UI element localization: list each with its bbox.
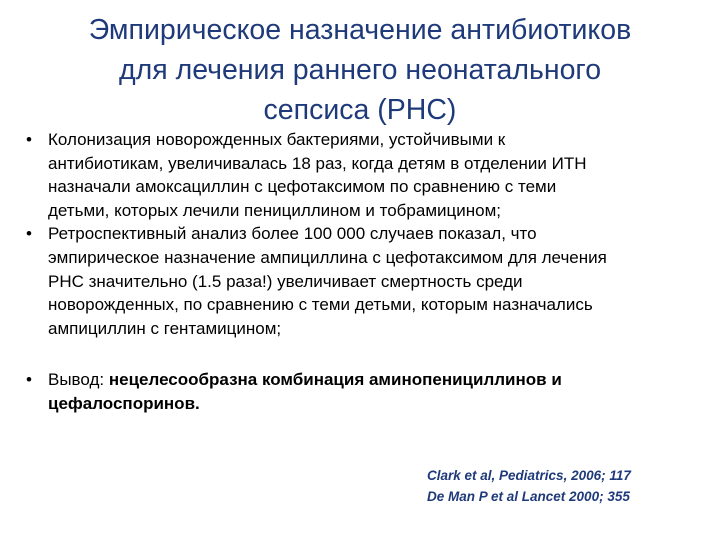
reference-citation: De Man P et al Lancet 2000; 355: [427, 489, 630, 504]
bullet-text-line: РНС значительно (1.5 раза!) увеличивает смертность среди: [48, 271, 523, 291]
bullet-marker: •: [26, 370, 32, 390]
bullet-text-line: Колонизация новорожденных бактериями, устойчивыми к: [48, 130, 506, 149]
conclusion-line: [48, 368, 706, 392]
title-line: для лечения раннего неонатального: [118, 54, 602, 86]
bullet-marker: •: [26, 130, 32, 149]
bullet-text-line: эмпирическое назначение ампициллина с цефотаксимом для лечения: [48, 247, 607, 267]
references: [427, 465, 631, 507]
reference-citation: Clark et al, Pediatrics, 2006; 117: [427, 468, 631, 483]
conclusion-bold-text: цефалоспоринов.: [48, 393, 200, 413]
bullet-item-conclusion: [26, 368, 706, 415]
slide-title: [40, 10, 680, 130]
title-line: сепсиса (РНС): [263, 94, 457, 126]
bullet-text-line: новорожденных, по сравнению с теми детьми, которым назначались: [48, 295, 593, 315]
bullet-text-line: детьми, которых лечили пенициллином и тобрамицином;: [48, 200, 501, 220]
bullet-list: [26, 128, 706, 416]
bullet-text-line: Ретроспективный анализ более 100 000 случаев показал, что: [48, 224, 537, 244]
bullet-marker: •: [26, 224, 32, 244]
bullet-item-colonization: [26, 128, 706, 222]
conclusion-bold-text: нецелесообразна комбинация аминопенициллинов и: [108, 370, 562, 390]
bullet-item-retrospective: [26, 222, 706, 340]
bullet-text-line: ампициллин с гентамицином;: [48, 318, 282, 338]
title-line: Эмпирическое назначение антибиотиков: [88, 14, 632, 46]
conclusion-prefix: Вывод:: [48, 370, 109, 390]
bullet-text-line: антибиотикам, увеличивалась 18 раз, когда детям в отделении ИТН: [48, 153, 587, 173]
bullet-text-line: назначали амоксациллин с цефотаксимом по сравнению с теми: [48, 177, 557, 197]
